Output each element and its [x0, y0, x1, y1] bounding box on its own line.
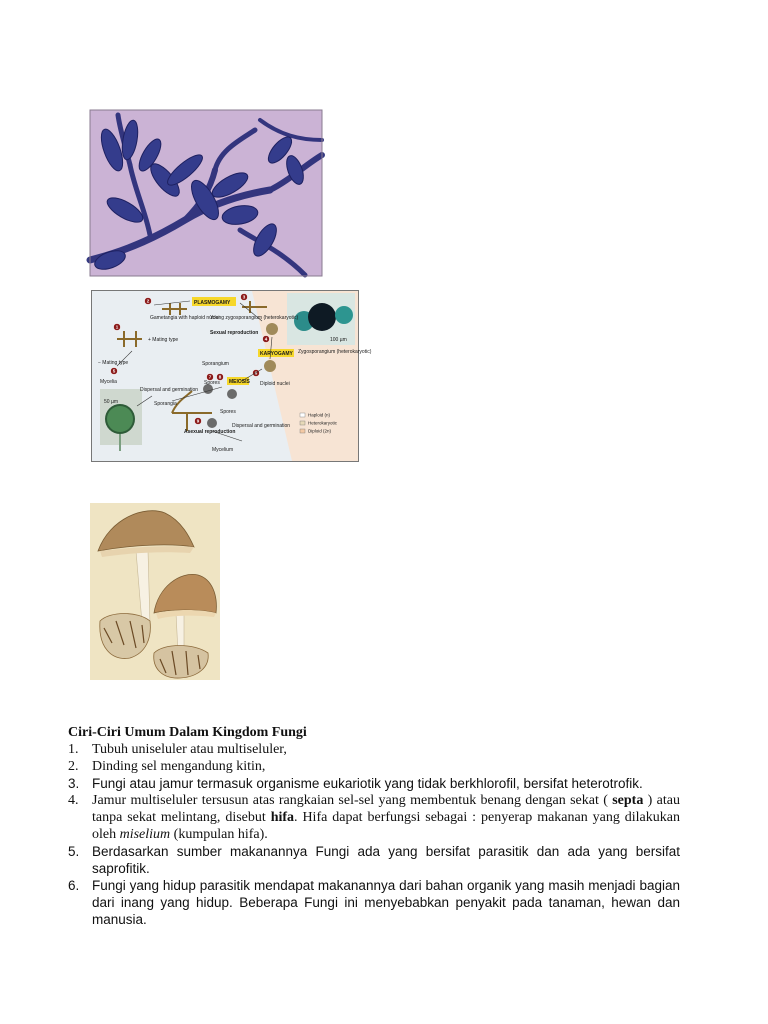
label-gametangia: Gametangia with haploid nuclei [150, 315, 220, 321]
label-meiosis: MEIOSIS [229, 379, 250, 385]
step-number: 8 [218, 374, 222, 380]
list-item [68, 843, 680, 877]
list-item [68, 741, 680, 758]
term-miselium: miselium [119, 827, 171, 842]
label-asexual: Asexual reproduction [184, 429, 236, 435]
list-number: 4. [68, 793, 79, 808]
label-diploid-nuclei: Diploid nuclei [260, 381, 290, 387]
list-text: Fungi atau jamur termasuk organisme eukariotik yang tidak berkhlorofil, bersifat heterotrofik. [92, 776, 643, 791]
list-number: 2. [68, 759, 79, 774]
list-number: 3. [68, 776, 80, 791]
label-sporangium: Sporangium [202, 361, 229, 367]
step-number: 6 [254, 370, 258, 376]
label-karyogamy: KARYOGAMY [260, 351, 293, 357]
step-number: 1 [115, 324, 119, 330]
step-number: 2 [146, 298, 150, 304]
list-number: 1. [68, 742, 79, 757]
list-text: Jamur multiseluler tersusun atas rangkaian sel-sel yang membentuk benang dengan sekat ( septa ) atau tanpa sekat melintang, disebut hifa. Hifa dapat berfungsi sebagai : penyerap makanan yang dilakukan oleh miselium (kumpulan hifa). [92, 793, 680, 842]
label-spores: Spores [204, 380, 220, 386]
hyphae-micrograph-drawing [90, 110, 322, 276]
list-text: Dinding sel mengandung kitin, [92, 759, 266, 774]
label-sporangia: Sporangia [154, 401, 177, 407]
label-scale2: 50 µm [104, 399, 118, 405]
label-mycelium: Mycelium [212, 447, 234, 453]
list-number: 5. [68, 844, 80, 859]
legend-diploid: Diploid (2n) [308, 428, 332, 434]
list-item [68, 792, 680, 843]
list-item [68, 775, 680, 792]
list-text: Tubuh uniseluler atau multiseluler, [92, 742, 287, 757]
label-spores2: Spores [220, 409, 236, 415]
step-number: 9 [196, 418, 200, 424]
section-heading: Ciri-Ciri Umum Dalam Kingdom Fungi [68, 725, 307, 740]
list-text: Berdasarkan sumber makanannya Fungi ada yang bersifat parasitik dan ada yang bersifat saprofitik. [92, 844, 680, 876]
step-number: 7 [208, 374, 212, 380]
label-plasmogamy: PLASMOGAMY [194, 300, 231, 306]
legend-hetero: Heterokaryotic [308, 420, 338, 426]
label-scale1: 100 µm [330, 337, 347, 343]
label-young-zygo: Young zygosporangium (heterokaryotic) [210, 315, 299, 321]
list-number: 6. [68, 878, 80, 893]
label-dispersal1: Dispersal and germination [140, 387, 199, 393]
step-number: 4 [264, 336, 268, 342]
mushroom-illustration [90, 503, 220, 680]
list-item [68, 758, 680, 775]
hyphae-micrograph-image [90, 110, 322, 276]
term-septa: septa [612, 793, 644, 808]
label-mycelia: Mycelia [100, 379, 117, 385]
label-mating-plus: + Mating type [148, 337, 179, 343]
label-mating-minus: − Mating type [98, 360, 129, 366]
life-cycle-diagram [91, 290, 372, 462]
fungi-characteristics-section [68, 724, 680, 928]
legend-haploid: Haploid (n) [308, 412, 331, 418]
label-sexual: Sexual reproduction [210, 330, 259, 336]
label-dispersal2: Dispersal and germination [232, 423, 291, 429]
term-hifa: hifa [270, 810, 295, 825]
step-number: 3 [242, 294, 246, 300]
list-text: Fungi yang hidup parasitik mendapat makanannya dari bahan organik yang masih menjadi bagian dari inang yang hidup. Beberapa Fungi ini menyebabkan penyakit pada tanaman, hewan dan manusia. [92, 878, 680, 927]
label-zygosporangium: Zygosporangium (heterokaryotic) [298, 349, 372, 355]
mushroom-drawing [90, 503, 220, 680]
list-item [68, 877, 680, 928]
step-number: 5 [112, 368, 116, 374]
life-cycle-drawing [92, 291, 372, 461]
